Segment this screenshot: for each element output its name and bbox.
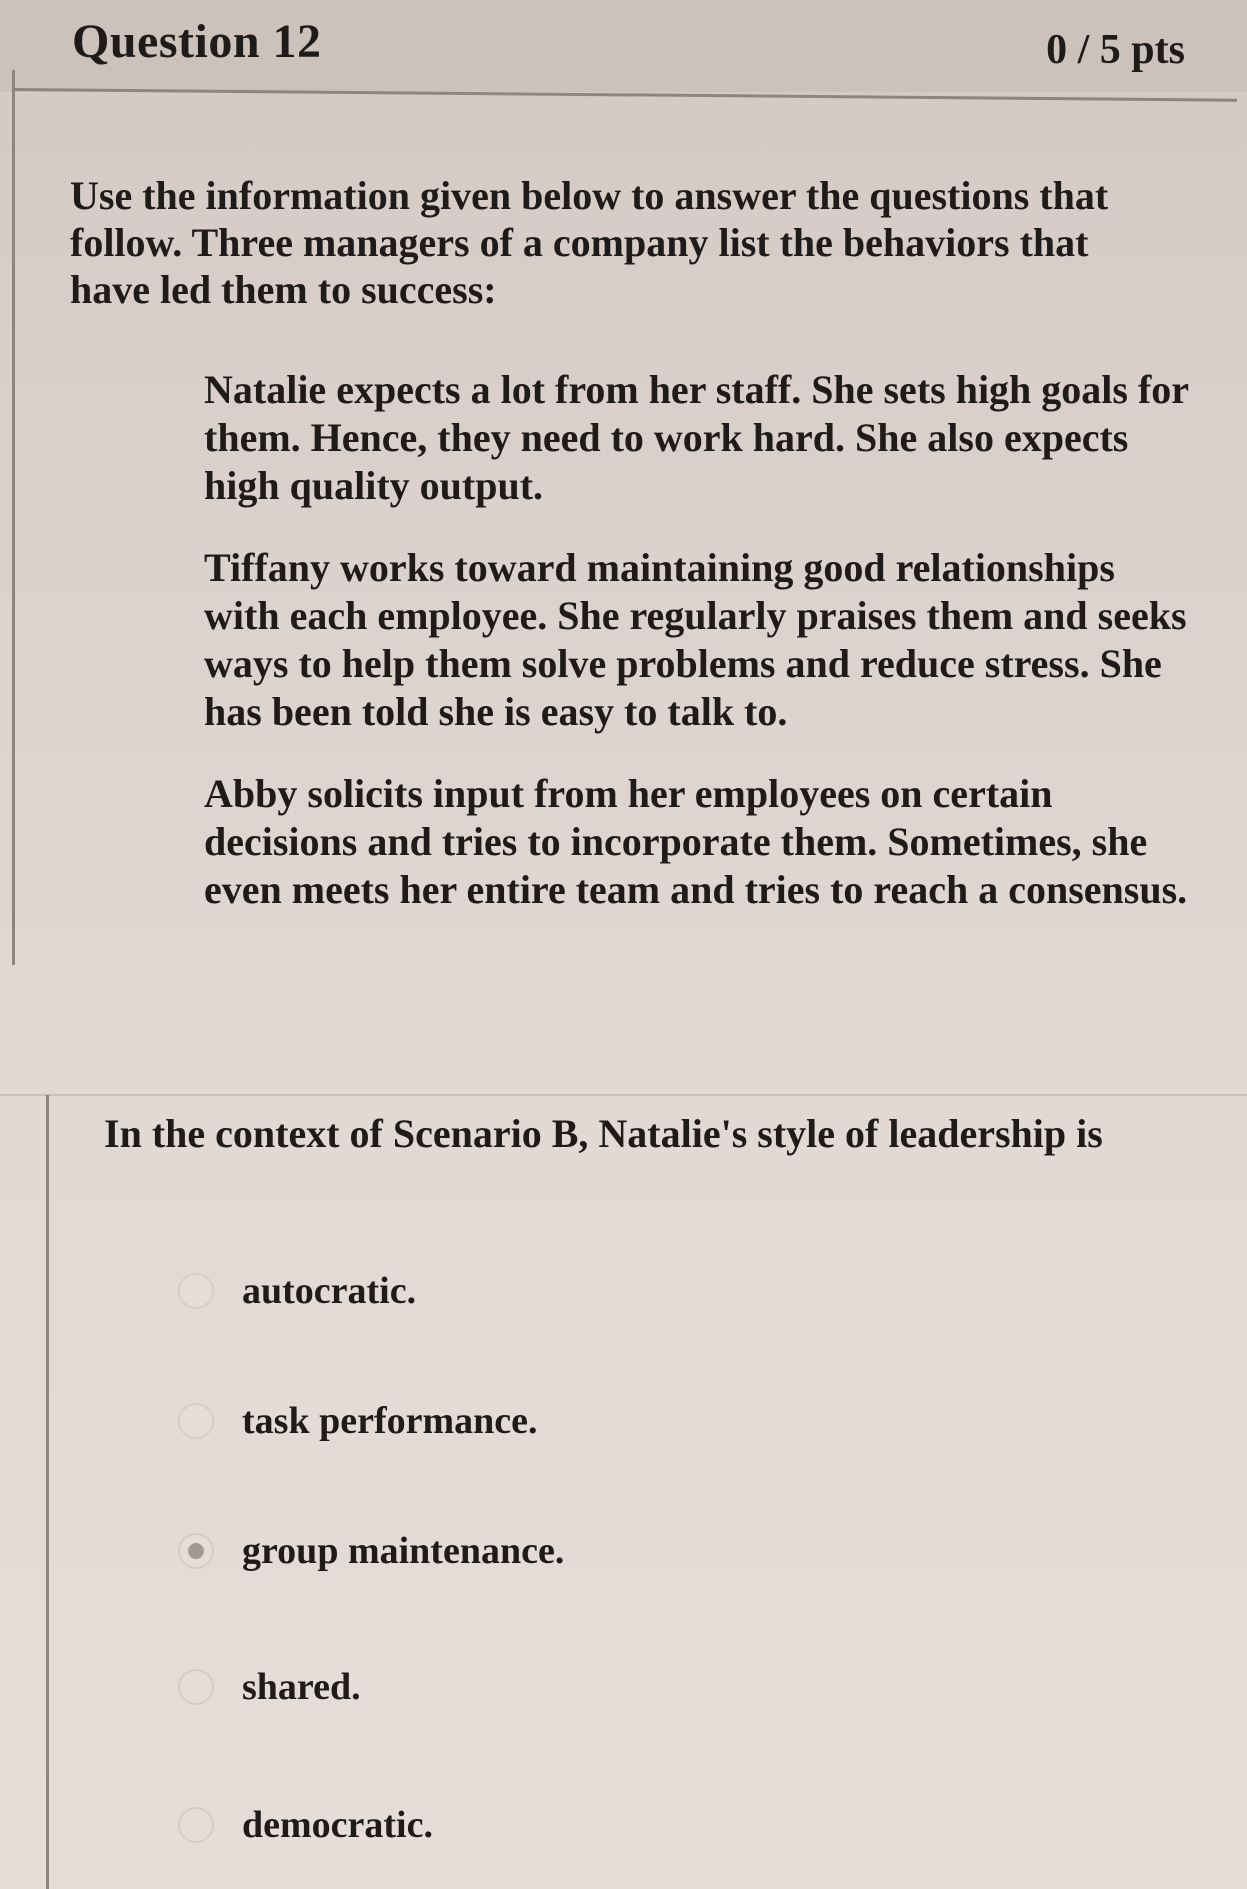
section-divider — [0, 1094, 1247, 1096]
scenario-abby: Abby solicits input from her employees on certain decisions and tries to incorporate them. Sometimes, she even meets her entire team and tries to reach a consensus. — [204, 771, 1188, 912]
question-points: 0 / 5 pts — [1046, 27, 1185, 73]
question-intro-text: Use the information given below to answer the questions that follow. Three managers of a company list the behaviors that have led them to success: — [70, 173, 1109, 312]
question-title: Question 12 — [72, 15, 322, 68]
answer-option-label: democratic. — [242, 1804, 433, 1846]
radio-button-icon[interactable] — [178, 1273, 214, 1309]
question-left-border — [12, 70, 15, 965]
answer-option-group-maintenance[interactable] — [178, 1526, 564, 1576]
answer-left-border — [46, 1095, 49, 1889]
answer-option-label: shared. — [242, 1666, 361, 1708]
radio-button-icon[interactable] — [178, 1669, 214, 1705]
radio-button-selected-icon[interactable] — [178, 1533, 214, 1569]
answer-option-task-performance[interactable] — [178, 1396, 537, 1446]
answer-option-label: group maintenance. — [242, 1530, 565, 1572]
radio-button-icon[interactable] — [178, 1403, 214, 1439]
answer-option-label: task performance. — [242, 1400, 538, 1442]
answer-option-label: autocratic. — [242, 1270, 417, 1312]
scenario-tiffany: Tiffany works toward maintaining good relationships with each employee. She regularly praises them and seeks ways to help them solve problems and reduce stress. She has been told she is easy to talk to. — [204, 545, 1187, 734]
scenario-natalie: Natalie expects a lot from her staff. She sets high goals for them. Hence, they need to work hard. She also expects high quality output. — [204, 367, 1189, 508]
answer-option-democratic[interactable] — [178, 1800, 433, 1850]
question-prompt: In the context of Scenario B, Natalie's style of leadership is — [104, 1111, 1103, 1156]
answer-option-autocratic[interactable] — [178, 1266, 416, 1316]
answer-option-shared[interactable] — [178, 1662, 361, 1712]
radio-button-icon[interactable] — [178, 1807, 214, 1843]
